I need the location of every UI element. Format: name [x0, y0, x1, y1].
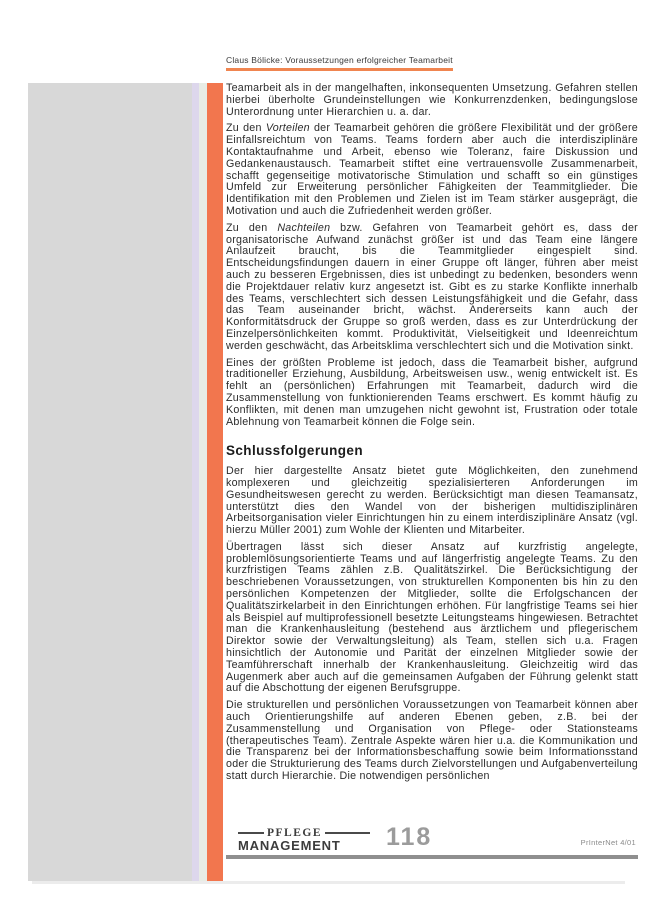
paragraph-text: Zu den — [226, 122, 266, 135]
emphasized-word: Vorteilen — [265, 122, 310, 135]
mint-stripe — [199, 83, 207, 881]
paragraph-text: Der hier dargestellte Ansatz bietet gute Möglichkeiten, den zunehmend komplexeren und gleichzeitig spezialisierteren Anforderungen im Gesundheitswesen gerecht zu werden. Berücksichtigt man diesen Teamansatz, unterstützt dies den Wandel von der bisherigen multidisziplinären Arbeitsorganisation vieler Einrichtungen hin zu einem interdisziplinäre Ansatz (vgl. hierzu Müller 2001) zum Wohle der Klienten und Mitarbeiter. — [226, 465, 638, 537]
paragraph — [226, 542, 638, 695]
running-head: Claus Bölicke: Voraussetzungen erfolgreicher Teamarbeit — [226, 55, 453, 71]
paragraph — [226, 358, 638, 429]
orange-accent-bar — [207, 83, 223, 881]
emphasized-word: Nachteilen — [277, 221, 331, 234]
paragraph-text: Zu den — [226, 221, 278, 234]
paragraph — [226, 466, 638, 537]
article-column — [226, 50, 638, 788]
paragraph — [226, 123, 638, 217]
page-footer — [226, 823, 638, 866]
paragraph-text: bzw. Gefahren von Teamarbeit gehört es, dass der organisatorische Aufwand zunächst größer ist und das Team eine längere Anlaufzeit braucht, bis die Teammitglieder eingespielt sind. Entscheidungsfindungen dauern in einer Gruppe oft länger, führen aber meist auch zu besseren Ergebnissen, dies ist unbedingt zu bedenken, besonders wenn die Projektdauer relativ kurz angesetzt ist. Gibt es zu starke Konflikte innerhalb des Teams, verschlechtert sich dessen Leistungsfähigkeit und die Gefahr, dass das Team auseinander bricht, wächst. Andererseits kann auch der Konformitätsdruck der Gruppe so groß werden, dass es zur Unterdrückung der Einzelpersönlichkeiten kommt. Produktivität, Vielseitigkeit und Ideenreichtum werden geschwächt, das Arbeitsklima verschlechtert sich und die Motivation sinkt. — [226, 221, 638, 352]
page-number: 118 — [386, 823, 433, 851]
pflege-management-logo — [238, 827, 370, 853]
logo-text-management: MANAGEMENT — [238, 838, 341, 853]
article-body — [226, 83, 638, 783]
footer-rule — [226, 855, 638, 859]
section-heading: Schlussfolgerungen — [226, 443, 363, 459]
left-gray-panel — [28, 83, 192, 881]
paragraph — [226, 700, 638, 783]
paragraph-text: Übertragen lässt sich dieser Ansatz auf kurzfristig angelegte, problemlösungsorientierte Teams und auf längerfristig angelegte Teams. Zu den kurzfristigen Teams zählen z.B. Qualitätszirkel. Die Berücksichtigung der beschriebenen Voraussetzungen, von strukturellen Komponenten bis hin zu den persönlichen Kompetenzen der Mitglieder, sollte die Erfolgschancen der Qualitätszirkelarbeit in den Einrichtungen erhöhen. Für langfristige Teams sei hier als Beispiel auf multiprofessionell besetzte Leitungsteams hingewiesen. Betrachtet man die Krankenhausleitung (bestehend aus ärztlichem und pflegerischem Direktor sowie der Verwaltungsleitung) als Team, stellen sich u.a. Fragen hinsichtlich der Autonomie und Parität der einzelnen Mitglieder sowie der Teamführerschaft innerhalb der Krankenhausleitung. Gleichzeitig wird das Augenmerk aber auch auf die gemeinsamen Aufgaben der Führung gelenkt statt auf die Abschottung der eigenen Berufsgruppe. — [226, 540, 638, 695]
lavender-stripe — [192, 83, 199, 881]
logo-text-pflege: PFLEGE — [267, 827, 323, 839]
journal-issue-label: PrInterNet 4/01 — [580, 838, 636, 847]
paragraph-text: Teamarbeit als in der mangelhaften, inkonsequenten Umsetzung. Gefahren stellen hierbei überholte Grundeinstellungen wie Konkurrenzdenken, bedingungslose Unterordnung unter Hierarchien u. a. dar. — [226, 82, 638, 118]
panel-bottom-shadow — [32, 881, 625, 884]
paragraph-text: Eines der größten Probleme ist jedoch, dass die Teamarbeit bisher, aufgrund traditioneller Erziehung, Ausbildung, Arbeitsweisen usw., wenig entwickelt ist. Es fehlt an (persönlichen) Erfahrungen mit Teamarbeit, dadurch wird die Zusammenstellung von funktionierenden Teams erschwert. Es kommt häufig zu Konflikten, mit denen man umzugehen nicht gewohnt ist, Frustration oder totale Ablehnung von Teamarbeit können die Folge sein. — [226, 356, 638, 428]
logo-rule-left — [238, 832, 264, 834]
paragraph-text: der Teamarbeit gehören die größere Flexibilität und der größere Einfallsreichtum von Teams. Teams fordern aber auch die interdisziplinäre Kontaktaufnahme und Arbeit, ebenso wie Toleranz, faire Diskussion und Gedankenaustausch. Teamarbeit stiftet eine vertrauensvolle Zusammenarbeit, schafft gegenseitige motivatorische Stimulation und schafft so ein günstiges Umfeld zur Erweiterung persönlicher Fähigkeiten der Teammitglieder. Die Identifikation mit den Problemen und Zielen ist im Team stärker ausgeprägt, die Motivation und auch die Zufriedenheit werden größer. — [226, 122, 638, 217]
paragraph — [226, 223, 638, 353]
paragraph — [226, 83, 638, 118]
logo-rule-right — [325, 832, 370, 834]
paragraph-text: Die strukturellen und persönlichen Voraussetzungen von Teamarbeit können aber auch Orientierungshilfe auf anderen Ebenen geben, z.B. bei der Zusammenstellung und Organisation von Pflege- oder Stationsteams (therapeutisches Team). Zentrale Aspekte wären hier u.a. die Kommunikation und die Transparenz bei der Informationsbeschaffung sowie beim Informationsstand oder die Strukturierung des Teams durch Zielvorstellungen und Aufgabenverteilung statt durch Hierarchie. Die notwendigen persönlichen — [226, 699, 638, 783]
